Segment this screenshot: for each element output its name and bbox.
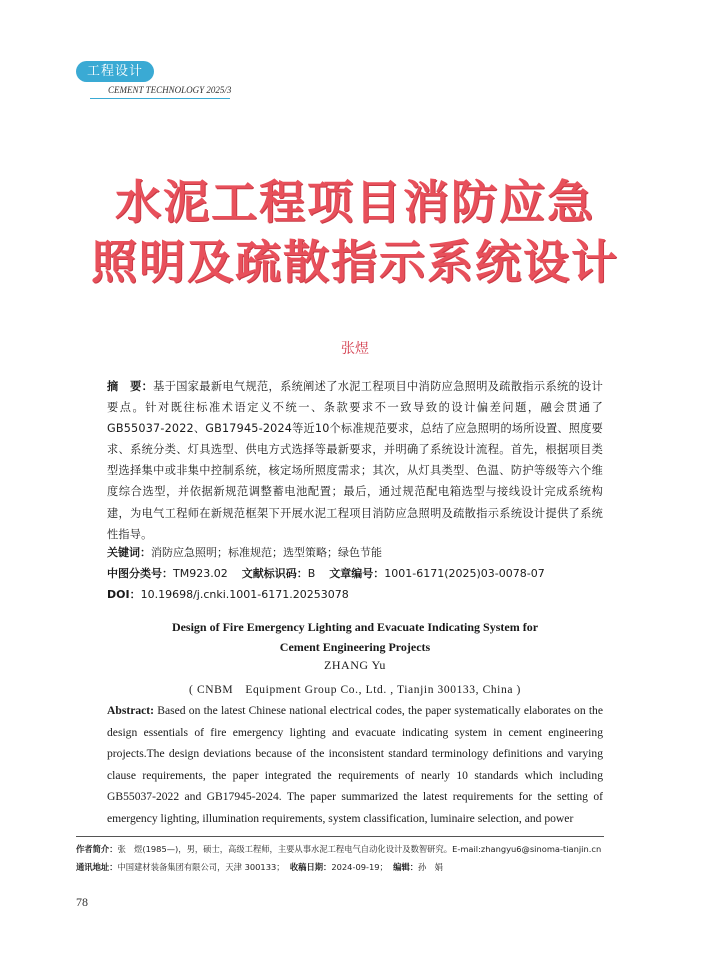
keywords [107, 544, 607, 560]
header-rule [90, 98, 230, 99]
footnote-received-text: 2024-09-19； [331, 862, 388, 872]
english-affiliation: ( CNBM Equipment Group Co., Ltd. , Tianjin 300133, China ) [189, 684, 521, 696]
abstract-cn-text: 基于国家最新电气规范，系统阐述了水泥工程项目中消防应急照明及疏散指示系统的设计要点。针对既往标准术语定义不统一、条款要求不一致导致的设计偏差问题，融会贯通了GB55037-2022、GB17945-2024等近10个标准规范要求，总结了应急照明的场所设置、照度要求、系统分类、灯具选型、供电方式选择等最新要求，并明确了系统设计流程。首先，根据项目类型选择集中或非集中控制系统，核定场所照度需求；其次，从灯具类型、色温、防护等级等六个维度综合选型，并依据新规范调整蓄电池配置；最后，通过规范配电箱选型与接线设计完成系统构建，为电气工程师在新规范框架下开展水泥工程项目消防应急照明及疏散指示系统设计提供了系统性指导。 [107, 380, 603, 541]
footnote-received-label: 收稿日期： [289, 862, 332, 872]
keywords-label: 关键词： [107, 546, 151, 559]
english-title-line-2: Cement Engineering Projects [279, 640, 431, 654]
article-no-label: 文章编号： [329, 567, 385, 580]
keywords-text: 消防应急照明；标准规范；选型策略；绿色节能 [151, 546, 382, 559]
classification-line [107, 565, 607, 581]
abstract-en [107, 700, 603, 830]
doi-value: 10.19698/j.cnki.1001-6171.20253078 [140, 588, 349, 601]
doi-label: DOI： [107, 588, 141, 601]
clc-label: 中图分类号： [107, 567, 173, 580]
footnote-author-text: 张 煜(1985—)，男，硕士，高级工程师，主要从事水泥工程电气自动化设计及数智研究。E-mail:zhangyu6@sinoma-tianjin.cn [117, 844, 602, 854]
abstract-cn-label: 摘 要： [107, 380, 154, 393]
page-number: 78 [76, 895, 88, 909]
abstract-cn [107, 376, 603, 545]
footnote-author [76, 843, 616, 855]
footnote-address-label: 通讯地址： [76, 862, 118, 872]
doc-code-value: B [307, 567, 316, 580]
footnote-rule [76, 836, 604, 837]
footnote-editor-label: 编辑： [393, 862, 419, 872]
section-badge: 工程设计 [76, 61, 154, 82]
article-no-value: 1001-6171(2025)03-0078-07 [384, 567, 545, 580]
abstract-en-text: Based on the latest Chinese national electrical codes, the paper systematically elaborates on the design essentials of fire emergency lighting and evacuate indicating system in cement engineering projects.The design deviations because of the inconsistent standard terminology definitions and varying clause requirements, the paper integrated the requirements of nearly 10 standards which including GB55037-2022 and GB17945-2024. The paper summarized the latest requirements for the setting of emergency lighting, illumination requirements, system classification, luminaire selection, and power [107, 704, 603, 825]
author-name: 张煜 [341, 341, 369, 357]
footnote-author-label: 作者简介： [76, 844, 118, 854]
journal-header: CEMENT TECHNOLOGY 2025/3 [108, 85, 232, 95]
footnote-editor-text: 孙 娟 [418, 862, 443, 872]
abstract-en-label: Abstract: [107, 704, 155, 717]
english-author: ZHANG Yu [324, 658, 386, 672]
doi-line [107, 586, 607, 602]
english-title-line-1: Design of Fire Emergency Lighting and Evacuate Indicating System for [171, 620, 539, 634]
doc-code-label: 文献标识码： [241, 567, 308, 580]
footnote-address-text: 中国建材装备集团有限公司，天津 300133； [117, 862, 285, 872]
footnote-address [76, 861, 616, 873]
title-line-1: 水泥工程项目消防应急 [115, 175, 595, 229]
title-line-2: 照明及疏散指示系统设计 [91, 235, 619, 289]
clc-value: TM923.02 [173, 567, 228, 580]
